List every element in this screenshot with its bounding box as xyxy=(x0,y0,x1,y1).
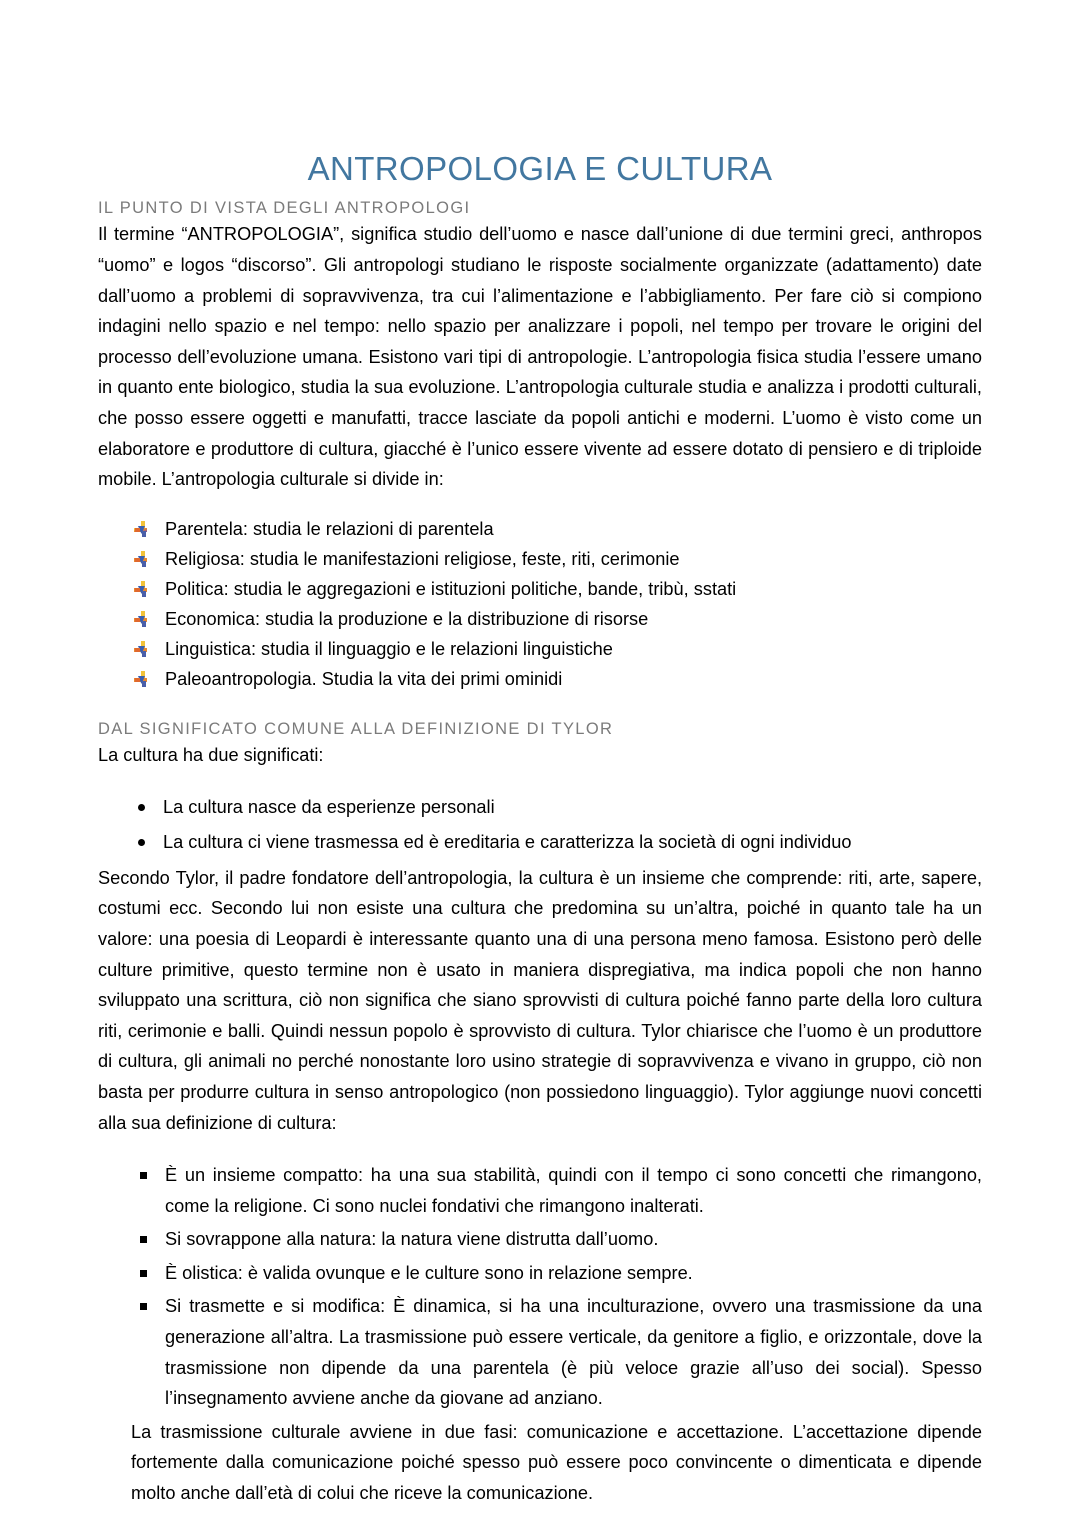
list-item-label: La cultura nasce da esperienze personali xyxy=(163,796,495,817)
square-bullet-icon xyxy=(140,1172,147,1179)
document-content xyxy=(98,150,982,1509)
list-item xyxy=(98,1291,982,1413)
list-item xyxy=(98,635,982,663)
list-item-label: Linguistica: studia il linguaggio e le relazioni linguistiche xyxy=(165,638,613,659)
square-bullet-icon xyxy=(140,1236,147,1243)
down-right-arrow-icon xyxy=(134,579,151,597)
list-item-label: Religiosa: studia le manifestazioni religiose, feste, riti, cerimonie xyxy=(165,548,680,569)
list-item xyxy=(98,605,982,633)
square-bullet-icon xyxy=(140,1270,147,1277)
list-item xyxy=(98,665,982,693)
list-item xyxy=(98,1224,982,1255)
paragraph-trasmissione-culturale: La trasmissione culturale avviene in due fasi: comunicazione e accettazione. L’accettazione dipende fortemente dalla comunicazione poiché spesso può essere poco convincente o dimenticata e dipende molto anche dall’età di colui che riceve la comunicazione. xyxy=(131,1421,982,1504)
page-title: ANTROPOLOGIA E CULTURA xyxy=(307,150,773,187)
disc-bullet-icon xyxy=(138,804,145,811)
paragraph-due-significati: La cultura ha due significati: xyxy=(98,745,324,766)
list-item-label: Parentela: studia le relazioni di parentela xyxy=(165,518,494,539)
down-right-arrow-icon xyxy=(134,519,151,537)
down-right-arrow-icon xyxy=(134,549,151,567)
paragraph-tylor: Secondo Tylor, il padre fondatore dell’antropologia, la cultura è un insieme che comprende: riti, arte, sapere, costumi ecc. Secondo lui non esiste una cultura che predomina su un’altra, poiché in quanto tale ha un valore: una poesia di Leopardi è interessante quanto una di una persona meno famosa. Esistono però delle culture primitive, questo termine non è usato in maniera dispregiativa, ma indica popoli che non hanno sviluppato una scrittura, ciò non significa che siano sprovvisti di cultura poiché fanno parte della loro cultura riti, cerimonie e balli. Quindi nessun popolo è sprovvisto di cultura. Tylor chiarisce che l’uomo è un produttore di cultura, gli animali no perché nonostante loro usino strategie di sopravvivenza e vivano in gruppo, ciò non basta per produrre cultura in senso antropologico (non possiedono linguaggio). Tylor aggiunge nuovi concetti alla sua definizione di cultura: xyxy=(98,867,982,1133)
list-item-label: È un insieme compatto: ha una sua stabilità, quindi con il tempo ci sono concetti che rimangono, come la religione. Ci sono nuclei fondativi che rimangono inalterati. xyxy=(165,1165,982,1216)
list-significati-cultura xyxy=(98,793,982,856)
list-item-label: Paleoantropologia. Studia la vita dei primi ominidi xyxy=(165,668,563,689)
down-right-arrow-icon xyxy=(134,669,151,687)
list-item xyxy=(98,515,982,543)
list-item-label: La cultura ci viene trasmessa ed è ereditaria e caratterizza la società di ogni individuo xyxy=(163,831,852,852)
list-item xyxy=(98,545,982,573)
list-item xyxy=(98,1258,982,1289)
list-item xyxy=(98,828,982,856)
list-item xyxy=(98,1160,982,1221)
list-tylor-concetti xyxy=(98,1160,982,1414)
paragraph-antropologia-intro: Il termine “ANTROPOLOGIA”, significa studio dell’uomo e nasce dall’unione di due termini greci, anthropos “uomo” e logos “discorso”. Gli antropologi studiano le risposte socialmente organizzate (adattamento) date dall’uomo a problemi di sopravvivenza, tra cui l’alimentazione e l’abbigliamento. Per fare ciò si compiono indagini nello spazio e nel tempo: nello spazio per analizzare i popoli, nel tempo per trovare le origini del processo dell’evoluzione umana. Esistono vari tipi di antropologie. L’antropologia fisica studia l’essere umano in quanto ente biologico, studia la sua evoluzione. L’antropologia culturale studia e analizza i prodotti culturali, che posso essere oggetti e manufatti, tracce lasciate da popoli antichi e moderni. L’uomo è visto come un elaboratore e produttore di cultura, giacché è l’unico essere vivente ad essere dotato di pensiero e di triploide mobile. L’antropologia culturale si divide in: xyxy=(98,224,982,490)
down-right-arrow-icon xyxy=(134,639,151,657)
square-bullet-icon xyxy=(140,1303,147,1310)
section-heading-antropologi: IL PUNTO DI VISTA DEGLI ANTROPOLOGI xyxy=(98,198,471,217)
list-item-label: Si sovrappone alla natura: la natura viene distrutta dall’uomo. xyxy=(165,1229,659,1250)
list-item xyxy=(98,575,982,603)
disc-bullet-icon xyxy=(138,839,145,846)
section-heading-tylor: DAL SIGNIFICATO COMUNE ALLA DEFINIZIONE DI TYLOR xyxy=(98,719,614,738)
list-branches-antropologia-culturale xyxy=(98,515,982,693)
list-item xyxy=(98,793,982,821)
list-item-label: Politica: studia le aggregazioni e istituzioni politiche, bande, tribù, sstati xyxy=(165,578,737,599)
list-item-label: Si trasmette e si modifica: È dinamica, si ha una inculturazione, ovvero una trasmissione da una generazione all’altra. La trasmissione può essere verticale, da genitore a figlio, e orizzontale, dove la trasmissione non dipende da una parentela (è più veloce grazie all’uso dei social). Spesso l’insegnamento avviene anche da giovane ad anziano. xyxy=(165,1296,982,1409)
down-right-arrow-icon xyxy=(134,609,151,627)
list-item-label: Economica: studia la produzione e la distribuzione di risorse xyxy=(165,608,649,629)
list-item-label: È olistica: è valida ovunque e le culture sono in relazione sempre. xyxy=(165,1262,693,1283)
